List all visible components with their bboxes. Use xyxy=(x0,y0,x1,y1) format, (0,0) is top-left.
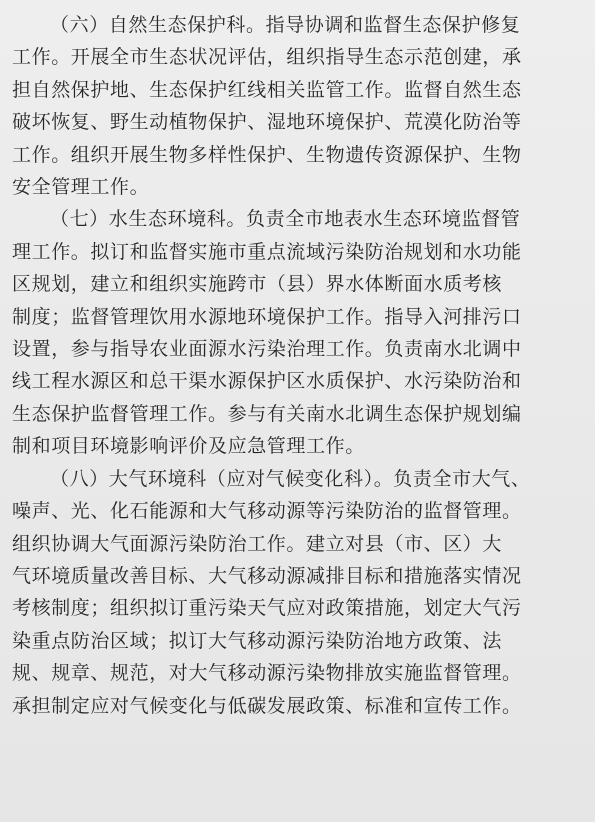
text-line: 规、规章、规范，对大气移动源污染物排放实施监督管理。 xyxy=(12,662,522,685)
paragraph-air-environment-section xyxy=(12,463,583,722)
text-line: 工作。开展全市生态状况评估，组织指导生态示范创建，承 xyxy=(12,46,522,69)
paragraph-water-ecology-section xyxy=(12,203,583,462)
text-line: 线工程水源区和总干渠水源保护区水质保护、水污染防治和 xyxy=(12,370,522,393)
text-line: 理工作。拟订和监督实施市重点流域污染防治规划和水功能 xyxy=(12,240,522,263)
text-line: 承担制定应对气候变化与低碳发展政策、标准和宣传工作。 xyxy=(12,694,522,717)
paragraph-natural-ecology-section xyxy=(12,9,583,203)
text-line: 工作。组织开展生物多样性保护、生物遗传资源保护、生物 xyxy=(12,143,522,166)
text-line: 考核制度；组织拟订重污染天气应对政策措施，划定大气污 xyxy=(12,597,522,620)
text-line: 破坏恢复、野生动植物保护、湿地环境保护、荒漠化防治等 xyxy=(12,111,522,134)
text-line: （八）大气环境科（应对气候变化科）。负责全市大气、 xyxy=(50,467,531,490)
text-line: 担自然保护地、生态保护红线相关监管工作。监督自然生态 xyxy=(12,78,522,101)
text-line: 组织协调大气面源污染防治工作。建立对县（市、区）大 xyxy=(12,532,503,555)
text-line: 设置，参与指导农业面源水污染治理工作。负责南水北调中 xyxy=(12,338,522,361)
text-line: 安全管理工作。 xyxy=(12,176,150,199)
text-line: （六）自然生态保护科。指导协调和监督生态保护修复 xyxy=(50,14,521,36)
text-line: 制度；监督管理饮用水源地环境保护工作。指导入河排污口 xyxy=(12,305,522,328)
text-line: 制和项目环境影响评价及应急管理工作。 xyxy=(12,435,365,458)
text-line: 染重点防治区域；拟订大气移动源污染防治地方政策、法 xyxy=(12,629,503,652)
text-line: 生态保护监督管理工作。参与有关南水北调生态保护规划编 xyxy=(12,402,522,425)
text-line: 噪声、光、化石能源和大气移动源等污染防治的监督管理。 xyxy=(12,500,522,523)
text-line: （七）水生态环境科。负责全市地表水生态环境监督管 xyxy=(50,208,521,231)
text-line: 气环境质量改善目标、大气移动源减排目标和措施落实情况 xyxy=(12,564,522,587)
text-line: 区规划，建立和组织实施跨市（县）界水体断面水质考核 xyxy=(12,273,503,296)
